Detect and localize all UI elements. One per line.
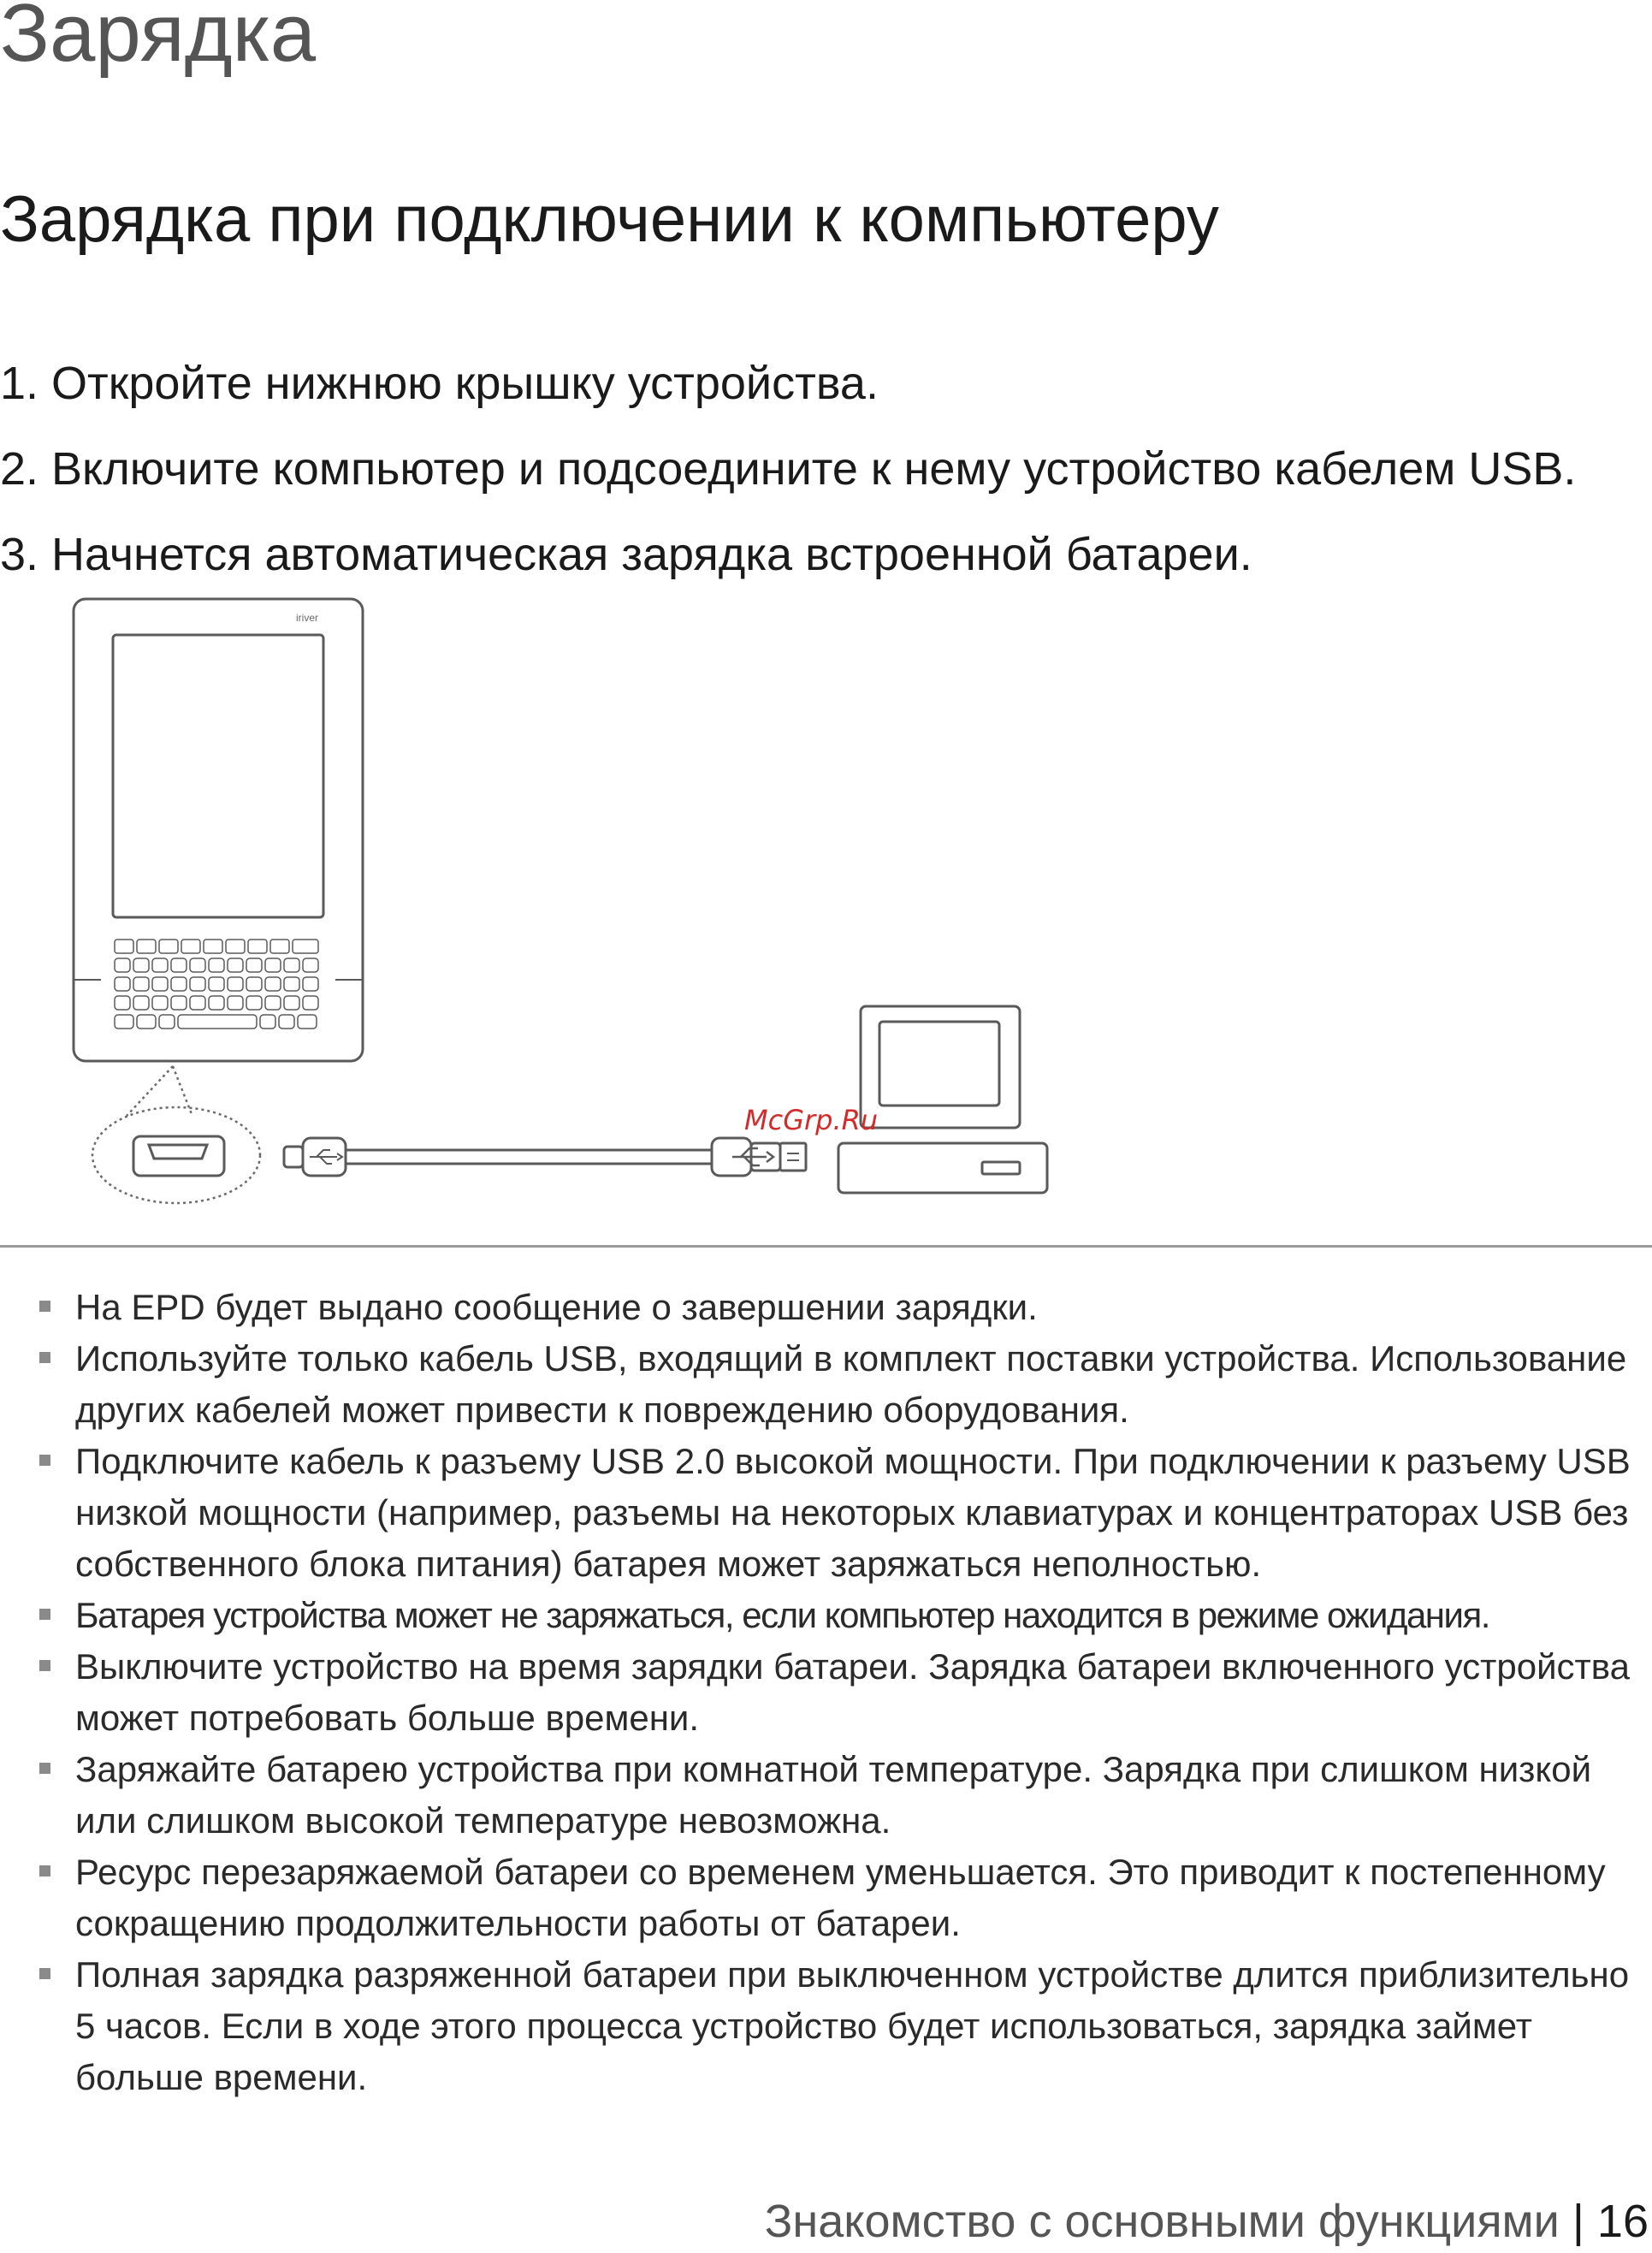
note-item <box>36 1282 1649 1333</box>
page-footer <box>765 2195 1649 2248</box>
note-item <box>36 1641 1649 1744</box>
computer <box>838 1006 1047 1193</box>
bullet-icon <box>39 1660 50 1671</box>
usb-charging-illustration <box>0 590 1652 1241</box>
divider <box>0 1245 1652 1248</box>
bullet-icon <box>39 1352 50 1363</box>
ereader-device <box>74 599 363 1061</box>
note-item <box>36 1744 1649 1847</box>
device-screen <box>113 635 323 917</box>
usb-symbol-icon <box>310 1150 342 1164</box>
usb-port-icon <box>133 1136 224 1176</box>
usb-symbol-icon <box>732 1148 773 1165</box>
page-number: 16 <box>1596 2196 1649 2247</box>
note-text: Полная зарядка разряженной батареи при выключенном устройстве длится приблизительно 5 часов. Если в ходе этого процесса устройство будет использоваться, зарядка займет больше времени. <box>75 1954 1630 2097</box>
watermark: McGrp.Ru <box>744 1104 879 1136</box>
device-brand-logo: iriver <box>296 612 318 624</box>
steps-list <box>0 341 1576 597</box>
footer-separator: | <box>1572 2196 1584 2247</box>
note-text: Батарея устройства может не заряжаться, если компьютер находится в режиме ожидания. <box>75 1595 1489 1635</box>
step-item: 3. Начнется автоматическая зарядка встроенной батареи. <box>0 529 1252 580</box>
computer-base <box>838 1143 1047 1193</box>
device-body <box>74 599 363 1061</box>
bullet-icon <box>39 1455 50 1466</box>
bullet-icon <box>39 1763 50 1774</box>
port-zoom-callout <box>92 1066 260 1203</box>
note-item <box>36 1333 1649 1436</box>
note-text: Выключите устройство на время зарядки батареи. Зарядка батареи включенного устройства может потребовать больше времени. <box>75 1646 1630 1738</box>
page-title: Зарядка <box>0 0 317 79</box>
note-item <box>36 1847 1649 1949</box>
note-text: Используйте только кабель USB, входящий в комплект поставки устройства. Использование других кабелей может привести к повреждению оборудования. <box>75 1338 1627 1430</box>
footer-section-title: Знакомство с основными функциями <box>764 2196 1560 2247</box>
notes-list <box>36 1282 1649 2103</box>
bullet-icon <box>39 1301 50 1312</box>
note-text: Подключите кабель к разъему USB 2.0 высокой мощности. При подключении к разъему USB низкой мощности (например, разъемы на некоторых клавиатурах и концентраторах USB без собственного блока питания) батарея может заряжаться неполностью. <box>75 1441 1631 1584</box>
step-item: 2. Включите компьютер и подсоедините к нему устройство кабелем USB. <box>0 443 1577 495</box>
note-item <box>36 1590 1649 1641</box>
note-text: На EPD будет выдано сообщение о завершении зарядки. <box>75 1287 1038 1327</box>
note-text: Заряжайте батарею устройства при комнатной температуре. Зарядка при слишком низкой или слишком высокой температуре невозможна. <box>75 1749 1592 1841</box>
note-text: Ресурс перезаряжаемой батареи со временем уменьшается. Это приводит к постепенному сокращению продолжительности работы от батареи. <box>75 1852 1606 1943</box>
usb-cable <box>284 1138 806 1176</box>
note-item <box>36 1949 1649 2103</box>
device-keyboard <box>115 940 318 1029</box>
bullet-icon <box>39 1609 50 1620</box>
computer-monitor <box>861 1006 1020 1128</box>
bullet-icon <box>39 1968 50 1979</box>
step-item: 1. Откройте нижнюю крышку устройства. <box>0 358 879 409</box>
section-title: Зарядка при подключении к компьютеру <box>0 183 1219 256</box>
bullet-icon <box>39 1865 50 1877</box>
note-item <box>36 1436 1649 1590</box>
